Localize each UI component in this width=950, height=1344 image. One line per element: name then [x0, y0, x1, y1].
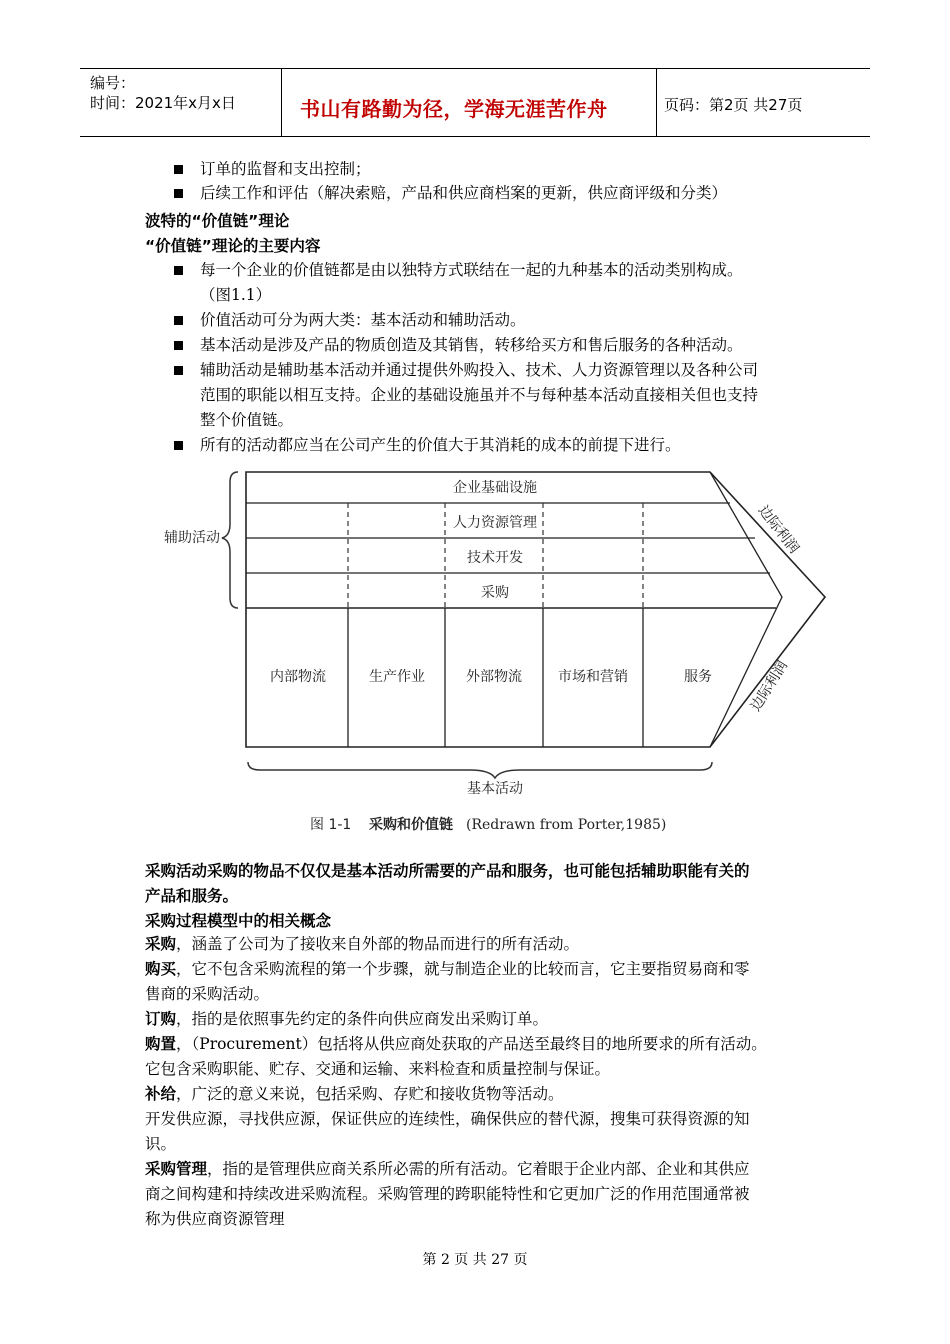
- figure-caption-number: 图 1-1: [310, 817, 352, 833]
- primary-col-operations: 生产作业: [369, 669, 425, 685]
- list-item: 辅助活动是辅助基本活动并通过提供外购投入、技术、人力资源管理以及各种公司: [200, 361, 759, 379]
- figure-caption-title: 采购和价值链: [369, 817, 453, 833]
- bullet-marker: [174, 266, 183, 275]
- list-item: 每一个企业的价值链都是由以独特方式联结在一起的九种基本的活动类别构成。: [200, 261, 743, 279]
- definition-text: ，广泛的意义来说，包括采购、存贮和接收货物等活动。: [176, 1085, 564, 1103]
- bullet-marker: [174, 441, 183, 450]
- definition-continuation: 它包含采购职能、贮存、交通和运输、来料检查和质量控制与保证。: [145, 1060, 611, 1078]
- primary-bracket: [248, 762, 712, 778]
- definition-text: ，涵盖了公司为了接收来自外部的物品而进行的所有活动。: [176, 935, 580, 953]
- term: 购置: [145, 1035, 177, 1053]
- definition-text: ，（Procurement）包括将从供应商处获取的产品送至最终目的地所要求的所有活动。: [176, 1035, 767, 1053]
- value-chain-figure: [140, 462, 840, 842]
- bullet-marker: [174, 189, 183, 198]
- term: 订购: [145, 1010, 177, 1028]
- bullet-marker: [174, 366, 183, 375]
- definition-supply: [145, 1082, 564, 1106]
- primary-activities-label: 基本活动: [467, 781, 523, 797]
- primary-col-inbound: 内部物流: [270, 669, 326, 685]
- definition-continuation: 称为供应商资源管理: [145, 1210, 285, 1228]
- support-row-infrastructure: 企业基础设施: [453, 480, 537, 496]
- paragraph-bold: 采购活动采购的物品不仅仅是基本活动所需要的产品和服务，也可能包括辅助职能有关的: [145, 862, 750, 880]
- support-row-procurement: 采购: [481, 585, 509, 601]
- definition-continuation: 售商的采购活动。: [145, 985, 270, 1003]
- primary-col-marketing: 市场和营销: [558, 669, 628, 685]
- definition-procurement: [145, 932, 579, 956]
- primary-col-outbound: 外部物流: [466, 669, 522, 685]
- term: 采购管理: [145, 1160, 208, 1178]
- figure-caption-source: (Redrawn from Porter,1985): [466, 817, 667, 833]
- header-time: 时间：2021年x月x日: [90, 94, 236, 112]
- definition-acquisition: [145, 1032, 767, 1056]
- list-item: 后续工作和评估（解决索赔，产品和供应商档案的更新，供应商评级和分类）: [200, 184, 728, 202]
- list-item: 所有的活动都应当在公司产生的价值大于其消耗的成本的前提下进行。: [200, 436, 681, 454]
- definition-continuation: 商之间构建和持续改进采购流程。采购管理的跨职能特性和它更加广泛的作用范围通常被: [145, 1185, 750, 1203]
- list-item-continuation: 整个价值链。: [200, 411, 294, 429]
- paragraph-bold-continuation: 产品和服务。: [145, 887, 239, 905]
- header-bottom-border: [80, 136, 870, 137]
- definition-text: ，指的是管理供应商关系所必需的所有活动。它着眼于企业内部、企业和其供应: [207, 1160, 750, 1178]
- header-motto: 书山有路勤为径，学海无涯苦作舟: [300, 97, 608, 121]
- support-bracket: [222, 472, 238, 608]
- paragraph-sourcing: 开发供应源，寻找供应源，保证供应的连续性，确保供应的替代源，搜集可获得资源的知: [145, 1110, 750, 1128]
- margin-label-top: 边际利润: [754, 502, 802, 557]
- bullet-marker: [174, 165, 183, 174]
- header-page-info: 页码：第2页 共27页: [664, 96, 803, 114]
- definition-text: ，指的是依照事先约定的条件向供应商发出采购订单。: [176, 1010, 549, 1028]
- support-row-hr: 人力资源管理: [453, 515, 537, 531]
- definition-buying: [145, 957, 750, 981]
- header-top-border: [80, 68, 870, 69]
- support-activities-label: 辅助活动: [164, 530, 220, 546]
- list-item: 价值活动可分为两大类：基本活动和辅助活动。: [200, 311, 526, 329]
- value-chain-outline: [246, 472, 825, 747]
- header-number: 编号：: [90, 74, 136, 92]
- header-divider-left: [281, 68, 282, 136]
- header-divider-right: [656, 68, 657, 136]
- section-heading: 波特的“价值链”理论: [145, 212, 290, 230]
- subsection-heading: “价值链”理论的主要内容: [145, 237, 321, 255]
- definition-purchasing-management: [145, 1157, 750, 1181]
- definition-ordering: [145, 1007, 548, 1031]
- list-item-continuation: 范围的职能以相互支持。企业的基础设施虽并不与每种基本活动直接相关但也支持: [200, 386, 759, 404]
- term: 购买: [145, 960, 177, 978]
- term: 采购: [145, 935, 177, 953]
- concepts-heading: 采购过程模型中的相关概念: [145, 912, 332, 930]
- list-item: 基本活动是涉及产品的物质创造及其销售，转移给买方和售后服务的各种活动。: [200, 336, 743, 354]
- page-footer: 第 2 页 共 27 页: [422, 1252, 528, 1268]
- bullet-marker: [174, 316, 183, 325]
- definition-text: ，它不包含采购流程的第一个步骤，就与制造企业的比较而言，它主要指贸易商和零: [176, 960, 750, 978]
- term: 补给: [145, 1085, 177, 1103]
- list-item: 订单的监督和支出控制；: [200, 160, 371, 178]
- paragraph-continuation: 识。: [145, 1135, 177, 1153]
- support-row-technology: 技术开发: [467, 550, 523, 566]
- list-item-continuation: （图1.1）: [200, 286, 272, 304]
- primary-col-service: 服务: [684, 669, 712, 685]
- margin-label-bottom: 边际利润: [747, 658, 792, 715]
- bullet-marker: [174, 341, 183, 350]
